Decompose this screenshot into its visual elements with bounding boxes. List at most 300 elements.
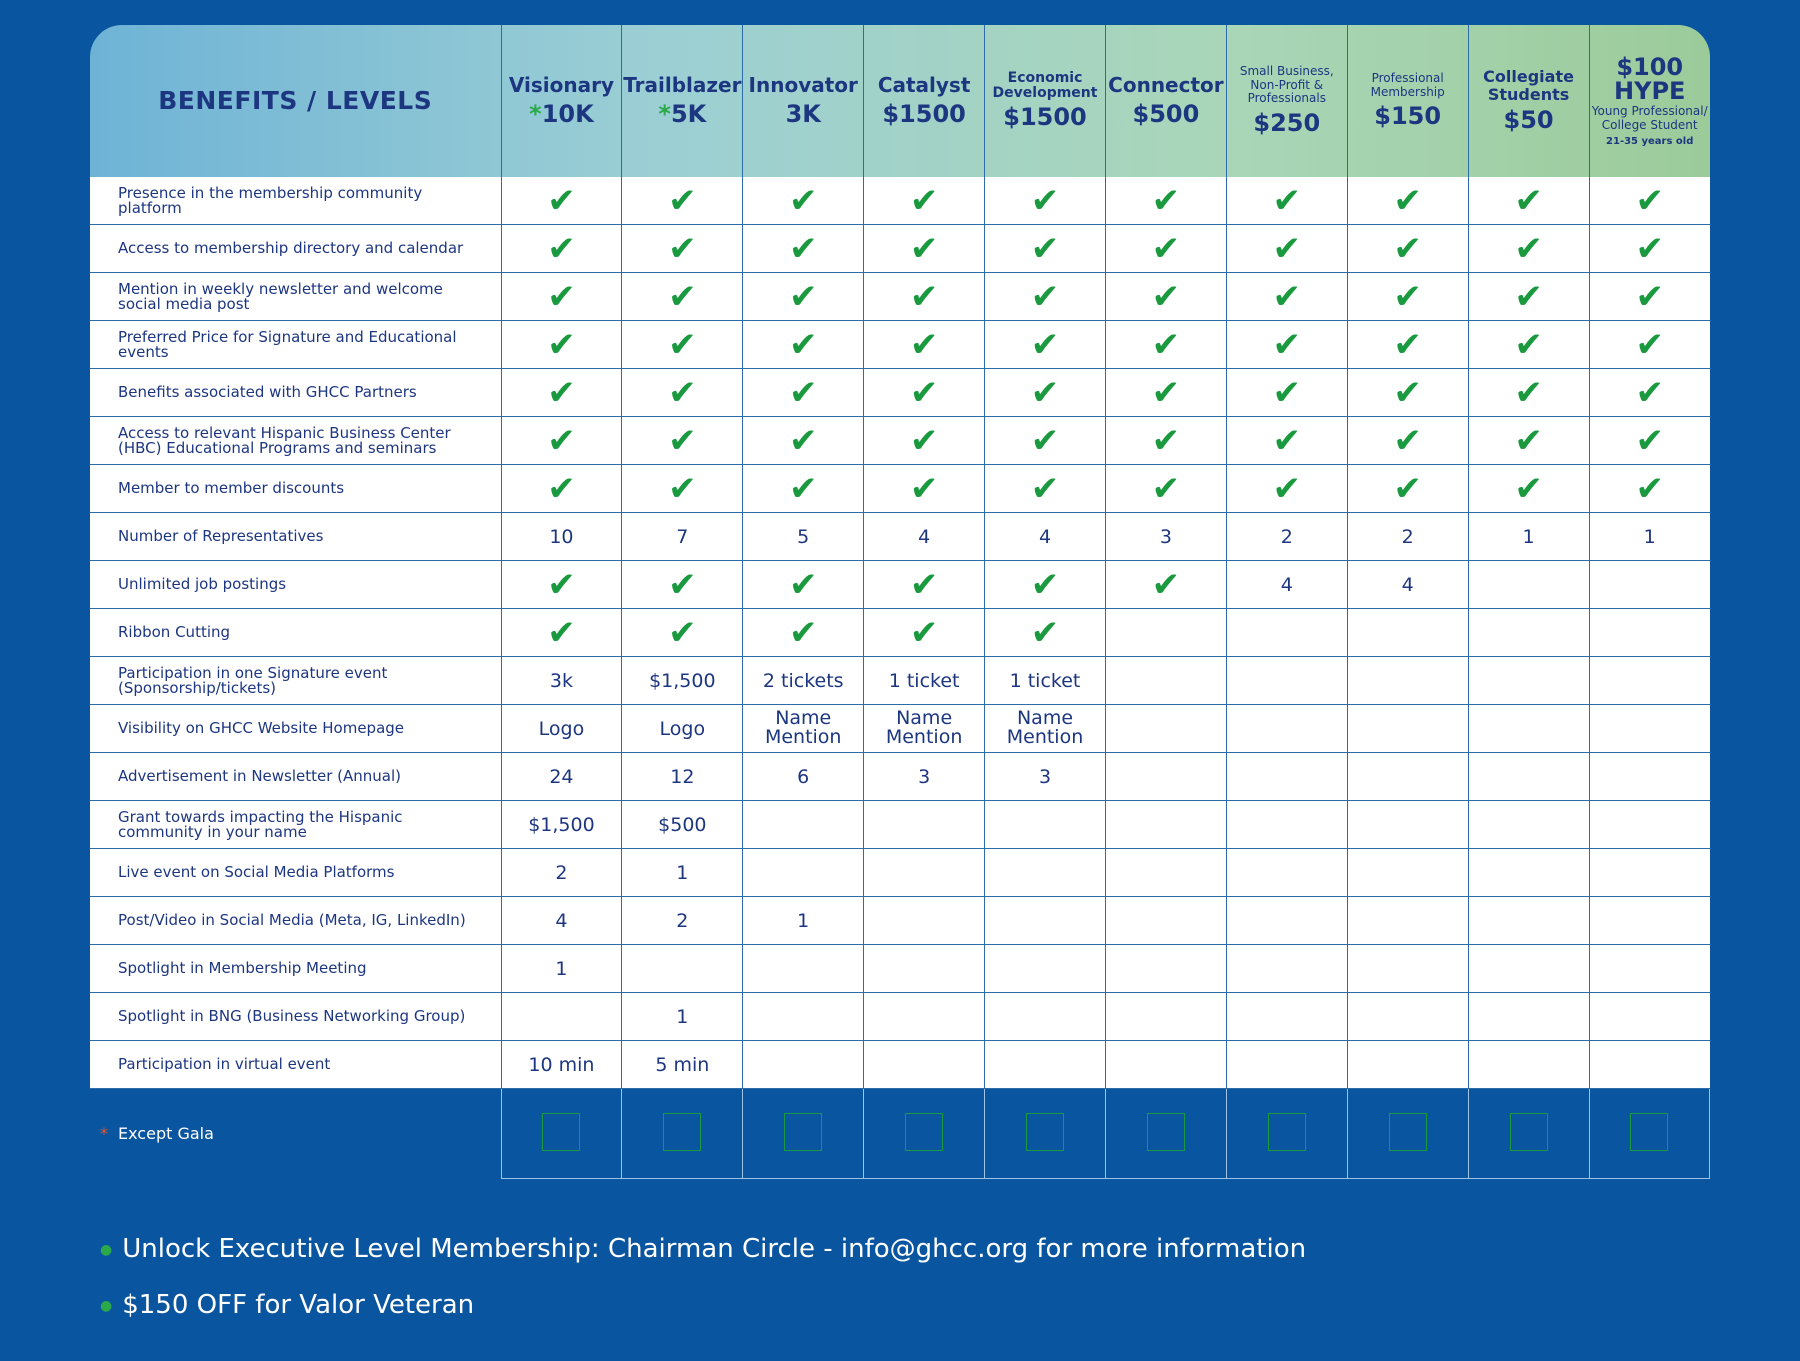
benefit-cell	[1226, 417, 1347, 465]
benefit-cell	[1589, 273, 1710, 321]
benefit-cell	[985, 417, 1106, 465]
benefit-cell	[501, 897, 622, 945]
benefit-value: 1	[676, 1005, 689, 1028]
empty-checkbox-icon	[542, 1113, 580, 1151]
check-icon: ✔	[1272, 228, 1302, 269]
benefit-cell	[501, 801, 622, 849]
footnote-cell	[90, 1089, 501, 1179]
benefit-cell	[864, 465, 985, 513]
level-name: HYPE	[1613, 77, 1686, 106]
benefit-cell	[985, 369, 1106, 417]
level-name: Innovator	[748, 73, 858, 98]
membership-benefits-table	[90, 25, 1710, 1179]
level-age-range: 21-35 years old	[1606, 135, 1694, 147]
benefit-row	[90, 369, 1710, 417]
benefit-label: Participation in one Signature event (Sponsorship/tickets)	[90, 657, 501, 705]
benefit-cell	[743, 273, 864, 321]
benefit-cell	[985, 1041, 1106, 1089]
benefit-cell	[622, 705, 743, 753]
benefit-cell	[864, 849, 985, 897]
footnote-box-cell	[1468, 1089, 1589, 1179]
benefit-cell	[985, 273, 1106, 321]
check-icon: ✔	[788, 372, 818, 413]
check-icon: ✔	[668, 228, 697, 269]
benefit-cell	[743, 465, 864, 513]
benefit-cell	[1105, 1041, 1226, 1089]
benefit-cell	[985, 177, 1106, 225]
level-header-innovator	[743, 25, 864, 177]
benefit-cell	[622, 849, 743, 897]
benefit-cell	[1589, 753, 1710, 801]
footnote-box-cell	[1105, 1089, 1226, 1179]
benefit-cell	[743, 177, 864, 225]
benefit-cell	[1347, 417, 1468, 465]
empty-checkbox-icon	[1268, 1113, 1306, 1151]
benefit-cell	[622, 1041, 743, 1089]
check-icon: ✔	[1030, 564, 1060, 605]
benefit-label: Preferred Price for Signature and Educational events	[90, 321, 501, 369]
benefit-cell	[985, 849, 1106, 897]
check-icon: ✔	[909, 612, 939, 653]
benefit-cell	[743, 753, 864, 801]
benefit-cell	[743, 225, 864, 273]
check-icon: ✔	[547, 228, 576, 269]
level-price: $1500	[1003, 103, 1087, 132]
benefit-row	[90, 1041, 1710, 1089]
check-icon: ✔	[909, 468, 939, 509]
benefit-label: Spotlight in BNG (Business Networking Group)	[90, 993, 501, 1041]
benefit-value: 3	[918, 765, 931, 788]
benefit-cell	[985, 897, 1106, 945]
check-icon: ✔	[1635, 228, 1664, 269]
benefit-value: 1	[1643, 525, 1656, 548]
benefit-cell	[1347, 801, 1468, 849]
benefit-cell	[622, 321, 743, 369]
check-icon: ✔	[1030, 372, 1060, 413]
benefit-label: Mention in weekly newsletter and welcome social media post	[90, 273, 501, 321]
benefit-cell	[1105, 753, 1226, 801]
benefit-cell	[864, 993, 985, 1041]
benefit-cell	[1347, 369, 1468, 417]
benefit-label: Post/Video in Social Media (Meta, IG, LinkedIn)	[90, 897, 501, 945]
benefit-cell	[1105, 225, 1226, 273]
check-icon: ✔	[909, 228, 939, 269]
benefit-cell	[1347, 849, 1468, 897]
benefit-cell	[501, 609, 622, 657]
benefit-cell	[1589, 513, 1710, 561]
benefit-cell	[1468, 801, 1589, 849]
check-icon: ✔	[547, 420, 576, 461]
level-name: Visionary	[508, 73, 614, 98]
benefit-cell	[1105, 513, 1226, 561]
benefit-cell	[501, 369, 622, 417]
benefit-cell	[1105, 993, 1226, 1041]
benefit-cell	[501, 225, 622, 273]
benefit-cell	[1105, 177, 1226, 225]
benefit-cell	[864, 1041, 985, 1089]
benefit-value: 12	[670, 765, 695, 788]
benefit-cell	[1105, 897, 1226, 945]
benefit-label: Ribbon Cutting	[90, 609, 501, 657]
benefit-cell	[1347, 177, 1468, 225]
benefit-value: 4	[555, 909, 568, 932]
check-icon: ✔	[1151, 468, 1181, 509]
check-icon: ✔	[1393, 180, 1422, 221]
benefit-row	[90, 561, 1710, 609]
benefit-row	[90, 705, 1710, 753]
asterisk: *	[529, 99, 542, 128]
benefit-value: 1 ticket	[888, 669, 960, 692]
benefit-cell	[501, 945, 622, 993]
benefit-label: Spotlight in Membership Meeting	[90, 945, 501, 993]
benefit-value: Name Mention	[1006, 707, 1084, 748]
empty-checkbox-icon	[1630, 1113, 1668, 1151]
benefit-row	[90, 273, 1710, 321]
benefit-cell	[622, 513, 743, 561]
benefit-cell	[985, 801, 1106, 849]
benefit-cell	[1589, 417, 1710, 465]
check-icon: ✔	[788, 468, 818, 509]
level-price: $100	[1616, 53, 1684, 82]
empty-checkbox-icon	[905, 1113, 943, 1151]
check-icon: ✔	[1030, 276, 1060, 317]
benefit-cell	[1347, 321, 1468, 369]
check-icon: ✔	[1635, 324, 1664, 365]
check-icon: ✔	[909, 324, 939, 365]
check-icon: ✔	[788, 420, 818, 461]
benefit-cell	[501, 177, 622, 225]
note-veteran-discount	[100, 1290, 474, 1320]
level-name: Professional Membership	[1370, 70, 1445, 99]
benefit-cell	[1589, 993, 1710, 1041]
benefit-cell	[1468, 465, 1589, 513]
benefit-cell	[1226, 369, 1347, 417]
benefit-cell	[1226, 993, 1347, 1041]
benefit-cell	[864, 753, 985, 801]
benefit-value: 10 min	[528, 1053, 595, 1076]
benefit-cell	[1226, 1041, 1347, 1089]
asterisk: *	[658, 99, 671, 128]
benefit-cell	[1226, 225, 1347, 273]
check-icon: ✔	[1514, 420, 1543, 461]
benefit-label: Grant towards impacting the Hispanic community in your name	[90, 801, 501, 849]
benefit-value: 1	[555, 957, 568, 980]
level-header-visionary	[501, 25, 622, 177]
check-icon: ✔	[1030, 180, 1060, 221]
benefit-cell	[864, 705, 985, 753]
benefit-cell	[622, 993, 743, 1041]
benefit-row	[90, 945, 1710, 993]
benefit-cell	[501, 321, 622, 369]
benefit-value: $1,500	[649, 669, 716, 692]
benefit-cell	[1226, 849, 1347, 897]
benefit-cell	[985, 705, 1106, 753]
benefit-label: Benefits associated with GHCC Partners	[90, 369, 501, 417]
level-price: 10K	[541, 99, 594, 128]
footnote-row	[90, 1089, 1710, 1179]
check-icon: ✔	[547, 180, 576, 221]
check-icon: ✔	[1151, 228, 1181, 269]
benefit-cell	[743, 897, 864, 945]
level-header-small-business	[1226, 25, 1347, 177]
level-name: Trailblazer	[623, 73, 742, 98]
benefit-cell	[501, 1041, 622, 1089]
note-executive-membership	[100, 1234, 1306, 1264]
benefit-cell	[1589, 465, 1710, 513]
benefit-cell	[1347, 657, 1468, 705]
level-price: $1500	[882, 99, 966, 128]
benefit-value: Logo	[538, 717, 585, 740]
check-icon: ✔	[788, 276, 818, 317]
check-icon: ✔	[909, 420, 939, 461]
benefit-cell	[501, 465, 622, 513]
benefit-value: 4	[918, 525, 931, 548]
check-icon: ✔	[668, 276, 697, 317]
benefit-cell	[1468, 417, 1589, 465]
check-icon: ✔	[668, 564, 697, 605]
benefit-cell	[1347, 993, 1468, 1041]
benefit-cell	[1347, 609, 1468, 657]
check-icon: ✔	[909, 276, 939, 317]
bullet-icon: ●	[100, 1297, 113, 1314]
check-icon: ✔	[1514, 276, 1543, 317]
benefit-cell	[622, 945, 743, 993]
benefit-label: Presence in the membership community platform	[90, 177, 501, 225]
benefit-value: 4	[1280, 573, 1293, 596]
level-name: Connector	[1108, 73, 1224, 98]
membership-benefits-table-wrap	[90, 25, 1710, 1179]
benefit-value: Name Mention	[885, 707, 963, 748]
check-icon: ✔	[1151, 420, 1181, 461]
benefit-cell	[1589, 705, 1710, 753]
benefit-cell	[1589, 1041, 1710, 1089]
check-icon: ✔	[1635, 276, 1664, 317]
level-name: Catalyst	[877, 73, 971, 98]
check-icon: ✔	[1272, 468, 1302, 509]
benefit-cell	[501, 273, 622, 321]
benefit-value: Name Mention	[764, 707, 842, 748]
check-icon: ✔	[1272, 372, 1302, 413]
benefit-cell	[1468, 705, 1589, 753]
empty-checkbox-icon	[1510, 1113, 1548, 1151]
benefit-cell	[743, 657, 864, 705]
benefit-cell	[1347, 945, 1468, 993]
footnote-box-cell	[622, 1089, 743, 1179]
empty-checkbox-icon	[1026, 1113, 1064, 1151]
benefit-cell	[743, 321, 864, 369]
check-icon: ✔	[1635, 420, 1664, 461]
benefit-cell	[1468, 753, 1589, 801]
benefit-row	[90, 801, 1710, 849]
benefit-cell	[1468, 897, 1589, 945]
benefit-row	[90, 849, 1710, 897]
benefit-cell	[985, 993, 1106, 1041]
check-icon: ✔	[1151, 564, 1181, 605]
benefit-cell	[743, 561, 864, 609]
benefit-row	[90, 417, 1710, 465]
benefit-cell	[501, 705, 622, 753]
check-icon: ✔	[1151, 276, 1181, 317]
level-header-catalyst	[864, 25, 985, 177]
benefit-cell	[1468, 945, 1589, 993]
level-price: 5K	[670, 99, 707, 128]
benefit-cell	[1589, 945, 1710, 993]
check-icon: ✔	[1272, 420, 1302, 461]
benefit-cell	[622, 561, 743, 609]
level-header-professional-membership	[1347, 25, 1468, 177]
check-icon: ✔	[788, 228, 818, 269]
check-icon: ✔	[1635, 468, 1664, 509]
check-icon: ✔	[1151, 180, 1181, 221]
benefit-cell	[743, 993, 864, 1041]
benefit-label: Visibility on GHCC Website Homepage	[90, 705, 501, 753]
benefit-cell	[743, 849, 864, 897]
benefit-cell	[1347, 705, 1468, 753]
check-icon: ✔	[1514, 468, 1543, 509]
benefit-cell	[622, 897, 743, 945]
check-icon: ✔	[668, 372, 697, 413]
benefit-cell	[985, 465, 1106, 513]
benefit-cell	[622, 273, 743, 321]
benefit-cell	[1226, 321, 1347, 369]
benefit-cell	[1226, 801, 1347, 849]
benefit-cell	[1347, 1041, 1468, 1089]
benefit-label: Live event on Social Media Platforms	[90, 849, 501, 897]
benefit-cell	[501, 753, 622, 801]
benefit-cell	[985, 753, 1106, 801]
check-icon: ✔	[547, 564, 576, 605]
benefit-cell	[1468, 177, 1589, 225]
level-price: $500	[1132, 99, 1200, 128]
footnote-marker: *	[100, 1124, 108, 1144]
footnote-box-cell	[864, 1089, 985, 1179]
benefit-cell	[985, 225, 1106, 273]
benefit-value: 10	[549, 525, 574, 548]
benefit-row	[90, 897, 1710, 945]
benefit-cell	[864, 369, 985, 417]
benefit-value: 6	[797, 765, 810, 788]
level-header-hype	[1589, 25, 1710, 177]
benefit-cell	[864, 801, 985, 849]
check-icon: ✔	[1514, 180, 1543, 221]
benefit-cell	[1589, 609, 1710, 657]
check-icon: ✔	[1393, 228, 1422, 269]
benefit-value: 4	[1401, 573, 1414, 596]
benefit-row	[90, 753, 1710, 801]
benefit-value: 7	[676, 525, 689, 548]
benefit-value: 2	[555, 861, 568, 884]
check-icon: ✔	[1151, 324, 1181, 365]
benefit-cell	[864, 897, 985, 945]
level-price: $150	[1374, 102, 1442, 131]
benefit-value: $500	[658, 813, 707, 836]
benefit-cell	[1468, 657, 1589, 705]
empty-checkbox-icon	[1389, 1113, 1427, 1151]
benefit-cell	[622, 657, 743, 705]
benefit-cell	[864, 513, 985, 561]
benefit-row	[90, 657, 1710, 705]
benefit-cell	[1589, 321, 1710, 369]
footnote-box-cell	[1226, 1089, 1347, 1179]
benefit-row	[90, 609, 1710, 657]
footnote-box-cell	[985, 1089, 1106, 1179]
benefit-row	[90, 993, 1710, 1041]
benefit-label: Number of Representatives	[90, 513, 501, 561]
benefit-cell	[864, 321, 985, 369]
benefit-cell	[743, 417, 864, 465]
benefit-cell	[1226, 561, 1347, 609]
benefit-cell	[1226, 465, 1347, 513]
check-icon: ✔	[1393, 420, 1422, 461]
benefit-value: 5	[797, 525, 810, 548]
benefit-cell	[864, 177, 985, 225]
check-icon: ✔	[1151, 372, 1181, 413]
benefit-cell	[1468, 609, 1589, 657]
check-icon: ✔	[668, 612, 697, 653]
benefit-label: Unlimited job postings	[90, 561, 501, 609]
footnote-box-cell	[1589, 1089, 1710, 1179]
check-icon: ✔	[788, 180, 818, 221]
benefit-cell	[501, 849, 622, 897]
check-icon: ✔	[909, 372, 939, 413]
benefit-label: Participation in virtual event	[90, 1041, 501, 1089]
benefit-cell	[743, 1041, 864, 1089]
benefit-value: Logo	[659, 717, 706, 740]
check-icon: ✔	[1030, 468, 1060, 509]
benefit-cell	[1347, 561, 1468, 609]
check-icon: ✔	[1514, 372, 1543, 413]
benefit-cell	[1347, 513, 1468, 561]
benefit-cell	[1468, 225, 1589, 273]
benefit-cell	[1226, 513, 1347, 561]
benefit-label: Advertisement in Newsletter (Annual)	[90, 753, 501, 801]
benefit-cell	[743, 369, 864, 417]
benefit-cell	[1468, 321, 1589, 369]
bullet-icon: ●	[100, 1241, 113, 1258]
check-icon: ✔	[1635, 180, 1664, 221]
benefit-cell	[1105, 705, 1226, 753]
benefit-cell	[1226, 897, 1347, 945]
footnote-box-cell	[501, 1089, 622, 1179]
level-header-connector	[1105, 25, 1226, 177]
check-icon: ✔	[788, 612, 818, 653]
benefit-value: 2	[676, 909, 689, 932]
benefit-cell	[1226, 753, 1347, 801]
benefit-cell	[1105, 801, 1226, 849]
check-icon: ✔	[1030, 324, 1060, 365]
level-subtitle: Young Professional/ College Student	[1591, 104, 1708, 132]
benefit-cell	[1589, 657, 1710, 705]
benefit-cell	[622, 609, 743, 657]
benefit-cell	[1226, 705, 1347, 753]
benefit-value: 1	[676, 861, 689, 884]
check-icon: ✔	[1514, 228, 1543, 269]
benefit-cell	[985, 561, 1106, 609]
benefit-value: 2 tickets	[762, 669, 844, 692]
benefit-cell	[1468, 513, 1589, 561]
check-icon: ✔	[668, 468, 697, 509]
benefit-value: 3	[1038, 765, 1052, 788]
benefit-cell	[1589, 369, 1710, 417]
benefit-label: Member to member discounts	[90, 465, 501, 513]
benefit-cell	[622, 465, 743, 513]
benefit-cell	[985, 609, 1106, 657]
benefit-cell	[1468, 273, 1589, 321]
check-icon: ✔	[1272, 276, 1302, 317]
benefit-cell	[501, 561, 622, 609]
benefit-cell	[622, 369, 743, 417]
check-icon: ✔	[547, 372, 576, 413]
